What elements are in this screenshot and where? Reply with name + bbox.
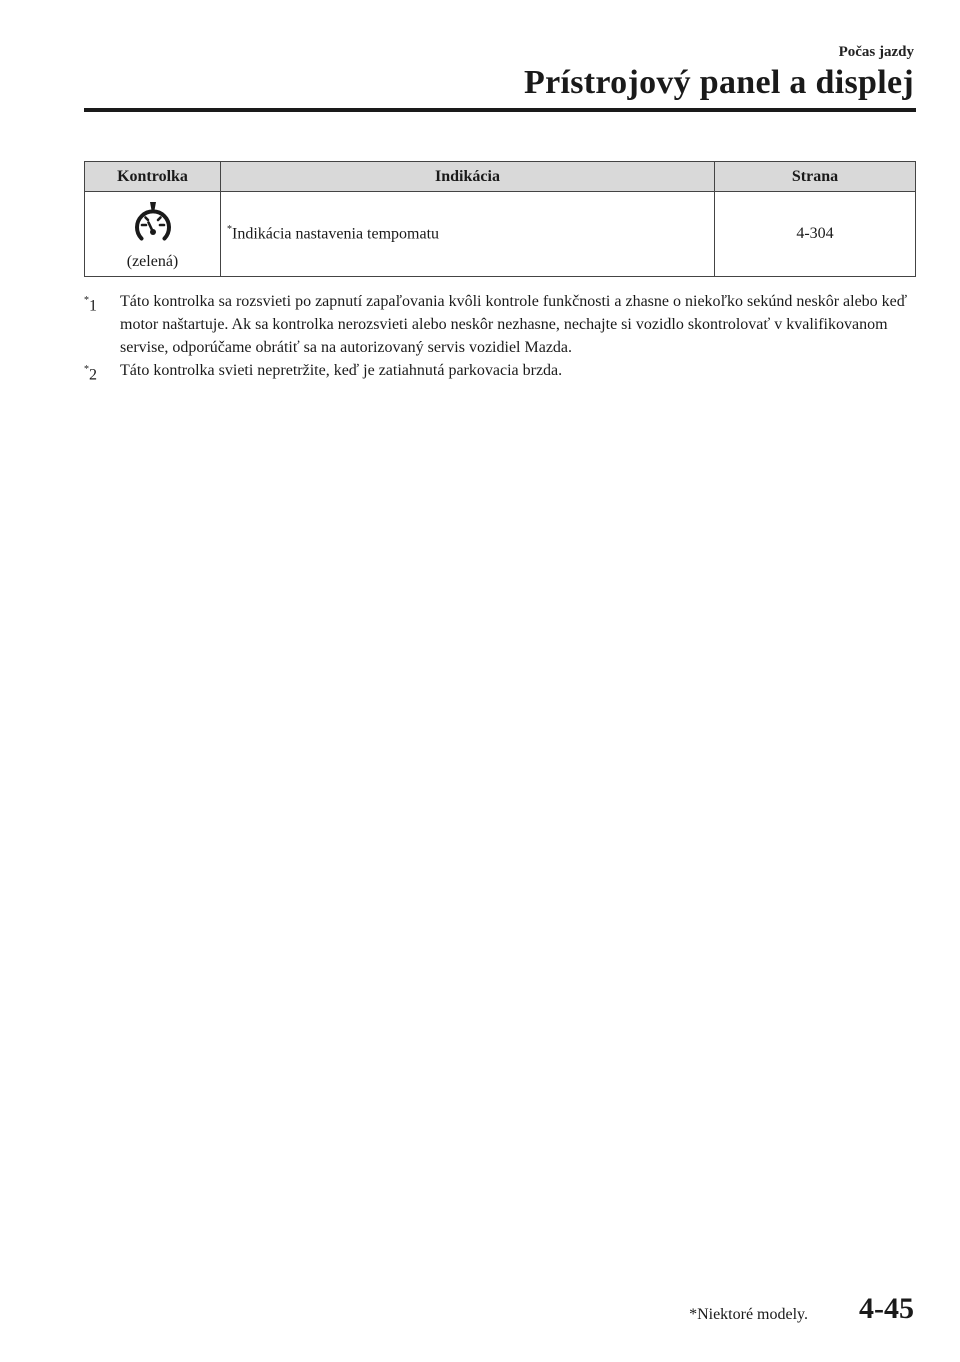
column-header-strana: Strana [715,162,916,192]
footnote-2 [84,359,916,382]
column-header-kontrolka: Kontrolka [85,162,221,192]
cruise-control-set-icon [129,199,177,247]
footnotes [84,290,916,382]
indicator-table [84,161,916,277]
page-number: 4-45 [859,1292,914,1325]
footnote-marker: *2 [84,364,97,384]
footer-models-note: *Niektoré modely. [689,1306,808,1323]
strana-cell: 4-304 [715,192,916,277]
footnote-1 [84,290,916,359]
table-row [85,192,916,277]
kontrolka-cell [85,192,221,277]
indikacia-cell [221,192,715,277]
page-title: Prístrojový panel a displej [524,64,914,101]
footnote-text: Táto kontrolka svieti nepretržite, keď je zatiahnutá parkovacia brzda. [120,362,563,379]
header-divider [84,108,916,112]
indicator-color-label: (zelená) [126,253,179,270]
optional-mark: * [227,224,232,236]
footnote-text: Táto kontrolka sa rozsvieti po zapnutí zapaľovania kvôli kontrole funkčnosti a zhasne o niekoľko sekúnd neskôr alebo keď motor naštartuje. Ak sa kontrolka nerozsvieti alebo neskôr nezhasne, nechajte si vozidlo skontrolovať v kvalifikovanom servise, odporúčame obrátiť sa na autorizovaný servis vozidiel Mazda. [120,293,908,356]
table-header-row [85,162,916,192]
footnote-marker: *1 [84,295,97,315]
indikacia-text: Indikácia nastavenia tempomatu [232,225,440,243]
column-header-indikacia: Indikácia [221,162,715,192]
section-label: Počas jazdy [838,44,914,60]
